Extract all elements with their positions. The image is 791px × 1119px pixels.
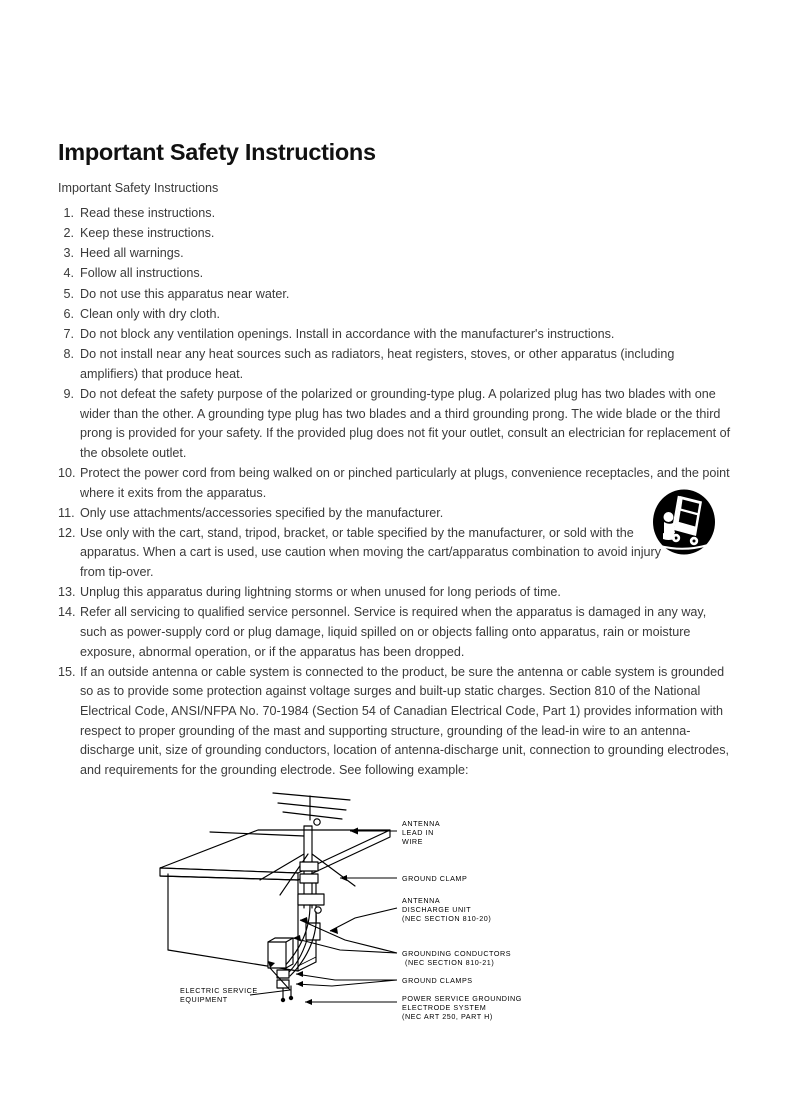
list-item-number: 3.: [63, 246, 74, 261]
list-item-text: Use only with the cart, stand, tripod, bracket, or table specified by the manufacturer, or sold with the apparatus. When a cart is used, use caution when moving the cart/apparatus combination to avoid injury from tip-over.: [80, 525, 662, 580]
list-item: [58, 244, 734, 264]
list-item-text: Do not use this apparatus near water.: [80, 286, 290, 301]
diagram-label-antenna-discharge-unit-3: (NEC SECTION 810-20): [402, 914, 492, 923]
diagram-label-electric-service-equipment-2: EQUIPMENT: [180, 995, 228, 1004]
diagram-label-electric-service-equipment: ELECTRIC SERVICE: [180, 986, 258, 995]
list-item-text: Refer all servicing to qualified service personnel. Service is required when the apparatus is damaged in any way, such as power-supply cord or plug damage, liquid spilled on or objects falling onto apparatus, rain or moisture exposure, abnormal operation, or if the apparatus has been dropped.: [80, 605, 707, 659]
list-item-text: Protect the power cord from being walked on or pinched particularly at plugs, convenience receptacles, and the point where it exits from the apparatus.: [80, 465, 730, 500]
diagram-label-antenna-discharge-unit: ANTENNA: [402, 896, 441, 905]
list-item: [58, 345, 734, 384]
list-item-text: Unplug this apparatus during lightning storms or when unused for long periods of time.: [80, 585, 561, 600]
diagram-label-antenna-discharge-unit-2: DISCHARGE UNIT: [402, 905, 472, 914]
list-item: [58, 524, 664, 583]
list-item-text: Follow all instructions.: [80, 266, 204, 281]
list-item-text: Do not install near any heat sources such as radiators, heat registers, stoves, or other apparatus (including amplifiers) that produce heat.: [80, 347, 675, 381]
diagram-label-ground-clamp: GROUND CLAMP: [402, 874, 468, 883]
list-item-number: 1.: [63, 205, 74, 220]
list-item-number: 11.: [58, 505, 75, 520]
list-item-number: 7.: [63, 326, 74, 341]
list-item: [58, 264, 734, 284]
diagram-label-grounding-conductors: GROUNDING CONDUCTORS: [402, 949, 512, 958]
list-item-text: Do not block any ventilation openings. Install in accordance with the manufacturer's instructions.: [80, 326, 615, 341]
diagram-label-power-service-grounding: POWER SERVICE GROUNDING: [402, 994, 522, 1003]
safety-instructions-list: [58, 204, 734, 781]
list-item: [58, 603, 734, 662]
diagram-label-antenna-lead-in-wire-3: WIRE: [402, 837, 423, 846]
document-subtitle: Important Safety Instructions: [58, 180, 219, 195]
cart-tip-over-warning-icon: [652, 489, 716, 555]
list-item: [58, 663, 734, 781]
diagram-label-power-service-grounding-2: ELECTRODE SYSTEM: [402, 1003, 487, 1012]
document-content: [58, 140, 734, 781]
list-item-number: 12.: [58, 525, 76, 540]
list-item-number: 2.: [63, 226, 74, 241]
list-item: [58, 305, 734, 325]
list-item-number: 5.: [63, 286, 74, 301]
page-title: Important Safety Instructions: [58, 139, 376, 165]
list-item: [58, 204, 734, 224]
list-item: [58, 464, 734, 503]
list-item: [58, 224, 734, 244]
list-item-text: Keep these instructions.: [80, 226, 215, 241]
list-item-text: Do not defeat the safety purpose of the polarized or grounding-type plug. A polarized plug has two blades with one wider than the other. A grounding type plug has two blades and a third grounding prong. The wide blade or the third prong is provided for your safety. If the provided plug does not fit your outlet, consult an electrician for replacement of the obsolete outlet.: [80, 386, 731, 460]
diagram-label-antenna-lead-in-wire-2: LEAD IN: [402, 828, 434, 837]
list-item-number: 4.: [63, 266, 74, 281]
list-item-text: Clean only with dry cloth.: [80, 306, 220, 321]
diagram-label-antenna-lead-in-wire: ANTENNA: [402, 819, 441, 828]
list-item-number: 13.: [58, 585, 76, 600]
list-item: [58, 504, 734, 524]
antenna-grounding-diagram: [150, 790, 650, 1025]
diagram-label-ground-clamps: GROUND CLAMPS: [402, 976, 473, 985]
diagram-label-grounding-conductors-2: (NEC SECTION 810-21): [405, 958, 495, 967]
list-item: [58, 325, 734, 345]
list-item: [58, 385, 734, 463]
list-item-number: 8.: [63, 347, 74, 362]
list-item-number: 15.: [58, 664, 76, 679]
list-item-number: 6.: [63, 306, 74, 321]
list-item-text: Heed all warnings.: [80, 246, 184, 261]
list-item-number: 10.: [58, 465, 76, 480]
diagram-label-power-service-grounding-3: (NEC ART 250, PART H): [402, 1012, 493, 1021]
list-item: [58, 285, 734, 305]
list-item-number: 14.: [58, 605, 76, 620]
list-item-text: If an outside antenna or cable system is connected to the product, be sure the antenna or cable system is grounded so as to provide some protection against voltage surges and built-up static charges. Section 810 of the National Electrical Code, ANSI/NFPA No. 70-1984 (Section 54 of Canadian Electrical Code, Part 1) provides information with respect to proper grounding of the mast and supporting structure, grounding of the lead-in wire to an antenna-discharge unit, size of grounding conductors, location of antenna-discharge unit, connection to grounding electrodes, and requirements for the grounding electrode. See following example:: [80, 664, 729, 777]
list-item: [58, 583, 734, 603]
list-item-text: Only use attachments/accessories specified by the manufacturer.: [80, 505, 444, 520]
list-item-text: Read these instructions.: [80, 205, 216, 220]
list-item-number: 9.: [63, 386, 74, 401]
